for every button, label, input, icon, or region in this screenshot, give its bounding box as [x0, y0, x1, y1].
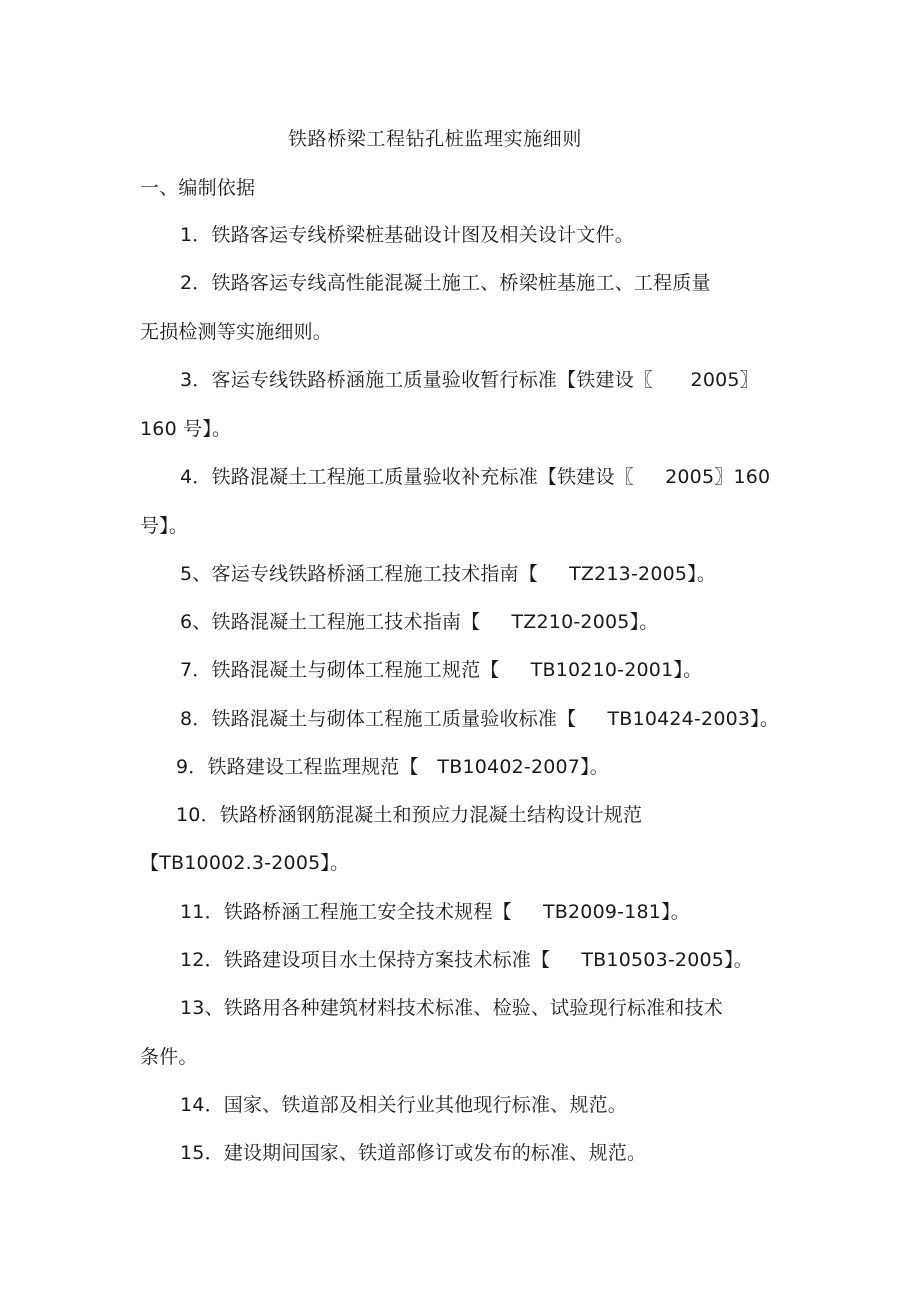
list-item-continuation: 【TB10002.3-2005】。: [140, 852, 350, 874]
list-item: 3．客运专线铁路桥涵施工质量验收暂行标准【铁建设〖 2005〗: [180, 369, 759, 391]
list-item: 10．铁路桥涵钢筋混凝土和预应力混凝土结构设计规范: [176, 804, 643, 826]
list-item: 5、客运专线铁路桥涵工程施工技术指南【 TZ213-2005】。: [180, 563, 717, 585]
section-heading: 一、编制依据: [140, 177, 256, 199]
list-item: 13、铁路用各种建筑材料技术标准、检验、试验现行标准和技术: [180, 997, 723, 1019]
list-item: 6、铁路混凝土工程施工技术指南【 TZ210-2005】。: [180, 611, 659, 633]
list-item: 15．建设期间国家、铁道部修订或发布的标准、规范。: [180, 1142, 647, 1164]
list-item: 2．铁路客运专线高性能混凝土施工、桥梁桩基施工、工程质量: [180, 272, 711, 294]
list-item: 7．铁路混凝土与砌体工程施工规范【 TB10210-2001】。: [180, 659, 703, 681]
page-title: 铁路桥梁工程钻孔桩监理实施细则: [288, 128, 583, 150]
list-item: 11．铁路桥涵工程施工安全技术规程【 TB2009-181】。: [180, 901, 690, 923]
list-item-continuation: 条件。: [140, 1046, 198, 1068]
list-item: 12．铁路建设项目水土保持方案技术标准【 TB10503-2005】。: [180, 949, 753, 971]
list-item-continuation: 无损检测等实施细则。: [140, 321, 333, 343]
list-item: 14．国家、铁道部及相关行业其他现行标准、规范。: [180, 1094, 627, 1116]
list-item-continuation: 160 号】。: [140, 418, 232, 440]
list-item: 1．铁路客运专线桥梁桩基础设计图及相关设计文件。: [180, 224, 634, 246]
list-item-continuation: 号】。: [140, 515, 189, 537]
list-item: 8．铁路混凝土与砌体工程施工质量验收标准【 TB10424-2003】。: [180, 708, 780, 730]
list-item: 4．铁路混凝土工程施工质量验收补充标准【铁建设〖 2005〗160: [180, 466, 771, 488]
list-item: 9．铁路建设工程监理规范【 TB10402-2007】。: [176, 756, 609, 778]
